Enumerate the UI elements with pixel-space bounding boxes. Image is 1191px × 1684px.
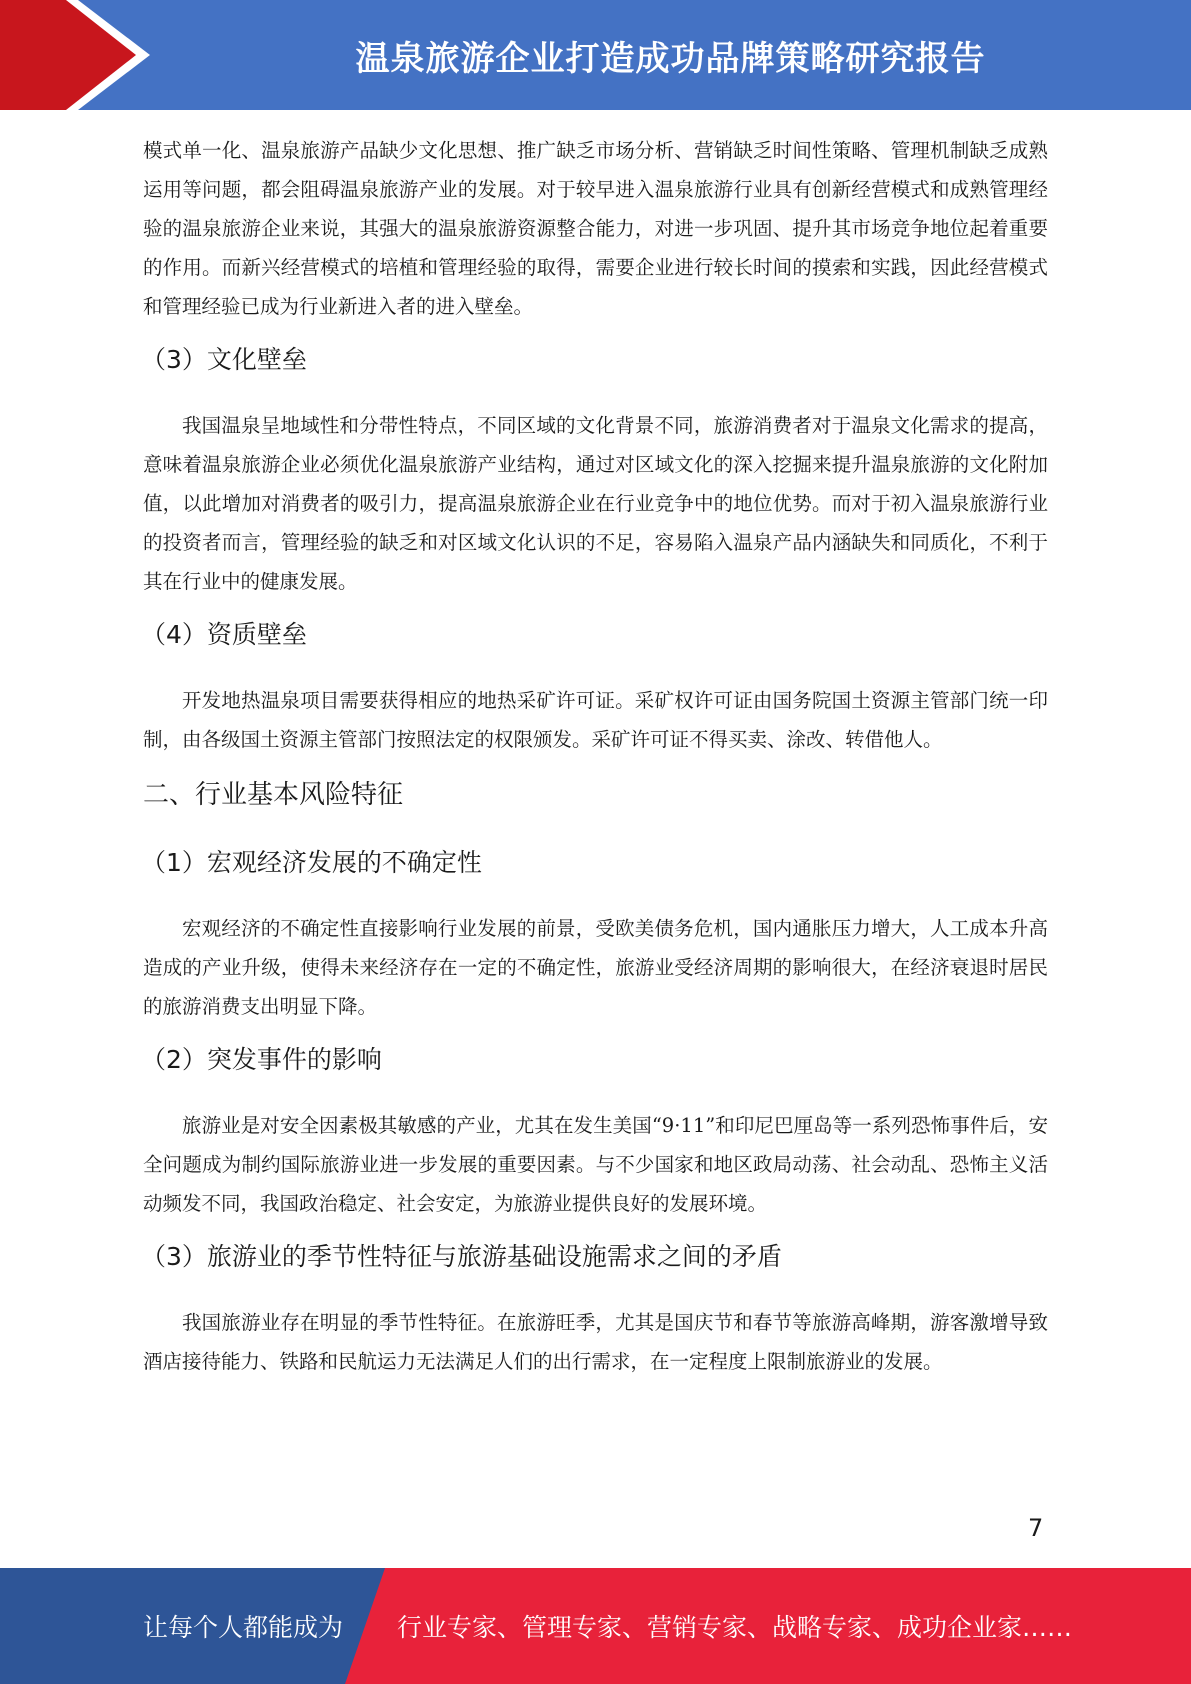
subheading-qualification-barrier: （4）资质壁垒	[141, 620, 307, 649]
section-heading-risk: 二、行业基本风险特征	[143, 780, 404, 810]
report-title: 温泉旅游企业打造成功品牌策略研究报告	[355, 38, 986, 79]
macro-economy-paragraph: 宏观经济的不确定性直接影响行业发展的前景，受欧美债务危机，国内通胀压力增大，人工成本升高造成的产业升级，使得未来经济存在一定的不确定性，旅游业受经济周期的影响很大，在经济衰退时居民的旅游消费支出明显下降。	[143, 917, 1048, 1018]
culture-barrier-paragraph: 我国温泉呈地域性和分带性特点，不同区域的文化背景不同，旅游消费者对于温泉文化需求的提高，意味着温泉旅游企业必须优化温泉旅游产业结构，通过对区域文化的深入挖掘来提升温泉旅游的文化附加值，以此增加对消费者的吸引力，提高温泉旅游企业在行业竞争中的地位优势。而对于初入温泉旅游行业的投资者而言，管理经验的缺乏和对区域文化认识的不足，容易陷入温泉产品内涵缺失和同质化，不利于其在行业中的健康发展。	[143, 414, 1048, 593]
emergencies-paragraph: 旅游业是对安全因素极其敏感的产业，尤其在发生美国“9·11”和印尼巴厘岛等一系列恐怖事件后，安全问题成为制约国际旅游业进一步发展的重要因素。与不少国家和地区政局动荡、社会动乱、恐怖主义活动频发不同，我国政治稳定、社会安定，为旅游业提供良好的发展环境。	[143, 1114, 1048, 1215]
subheading-emergencies: （2）突发事件的影响	[141, 1045, 382, 1074]
qualification-barrier-paragraph: 开发地热温泉项目需要获得相应的地热采矿许可证。采矿权许可证由国务院国土资源主管部门统一印制，由各级国土资源主管部门按照法定的权限颁发。采矿许可证不得买卖、涂改、转借他人。	[143, 689, 1048, 751]
subheading-macro-economy: （1）宏观经济发展的不确定性	[141, 848, 482, 877]
subheading-culture-barrier: （3）文化壁垒	[141, 345, 307, 374]
footer-slogan-right: 行业专家、管理专家、营销专家、战略专家、成功企业家……	[397, 1613, 1073, 1642]
subheading-seasonality: （3）旅游业的季节性特征与旅游基础设施需求之间的矛盾	[141, 1242, 782, 1271]
page-header	[0, 0, 1191, 110]
page-number: 7	[1028, 1514, 1044, 1542]
intro-paragraph: 模式单一化、温泉旅游产品缺少文化思想、推广缺乏市场分析、营销缺乏时间性策略、管理机制缺乏成熟运用等问题，都会阻碍温泉旅游产业的发展。对于较早进入温泉旅游行业具有创新经营模式和成熟管理经验的温泉旅游企业来说，其强大的温泉旅游资源整合能力，对进一步巩固、提升其市场竞争地位起着重要的作用。而新兴经营模式的培植和管理经验的取得，需要企业进行较长时间的摸索和实践，因此经营模式和管理经验已成为行业新进入者的进入壁垒。	[143, 139, 1048, 318]
seasonality-paragraph: 我国旅游业存在明显的季节性特征。在旅游旺季，尤其是国庆节和春节等旅游高峰期，游客激增导致酒店接待能力、铁路和民航运力无法满足人们的出行需求，在一定程度上限制旅游业的发展。	[143, 1311, 1048, 1373]
page-footer	[0, 1568, 1191, 1684]
footer-slogan-left: 让每个人都能成为	[143, 1613, 344, 1642]
document-body	[143, 131, 1048, 1395]
